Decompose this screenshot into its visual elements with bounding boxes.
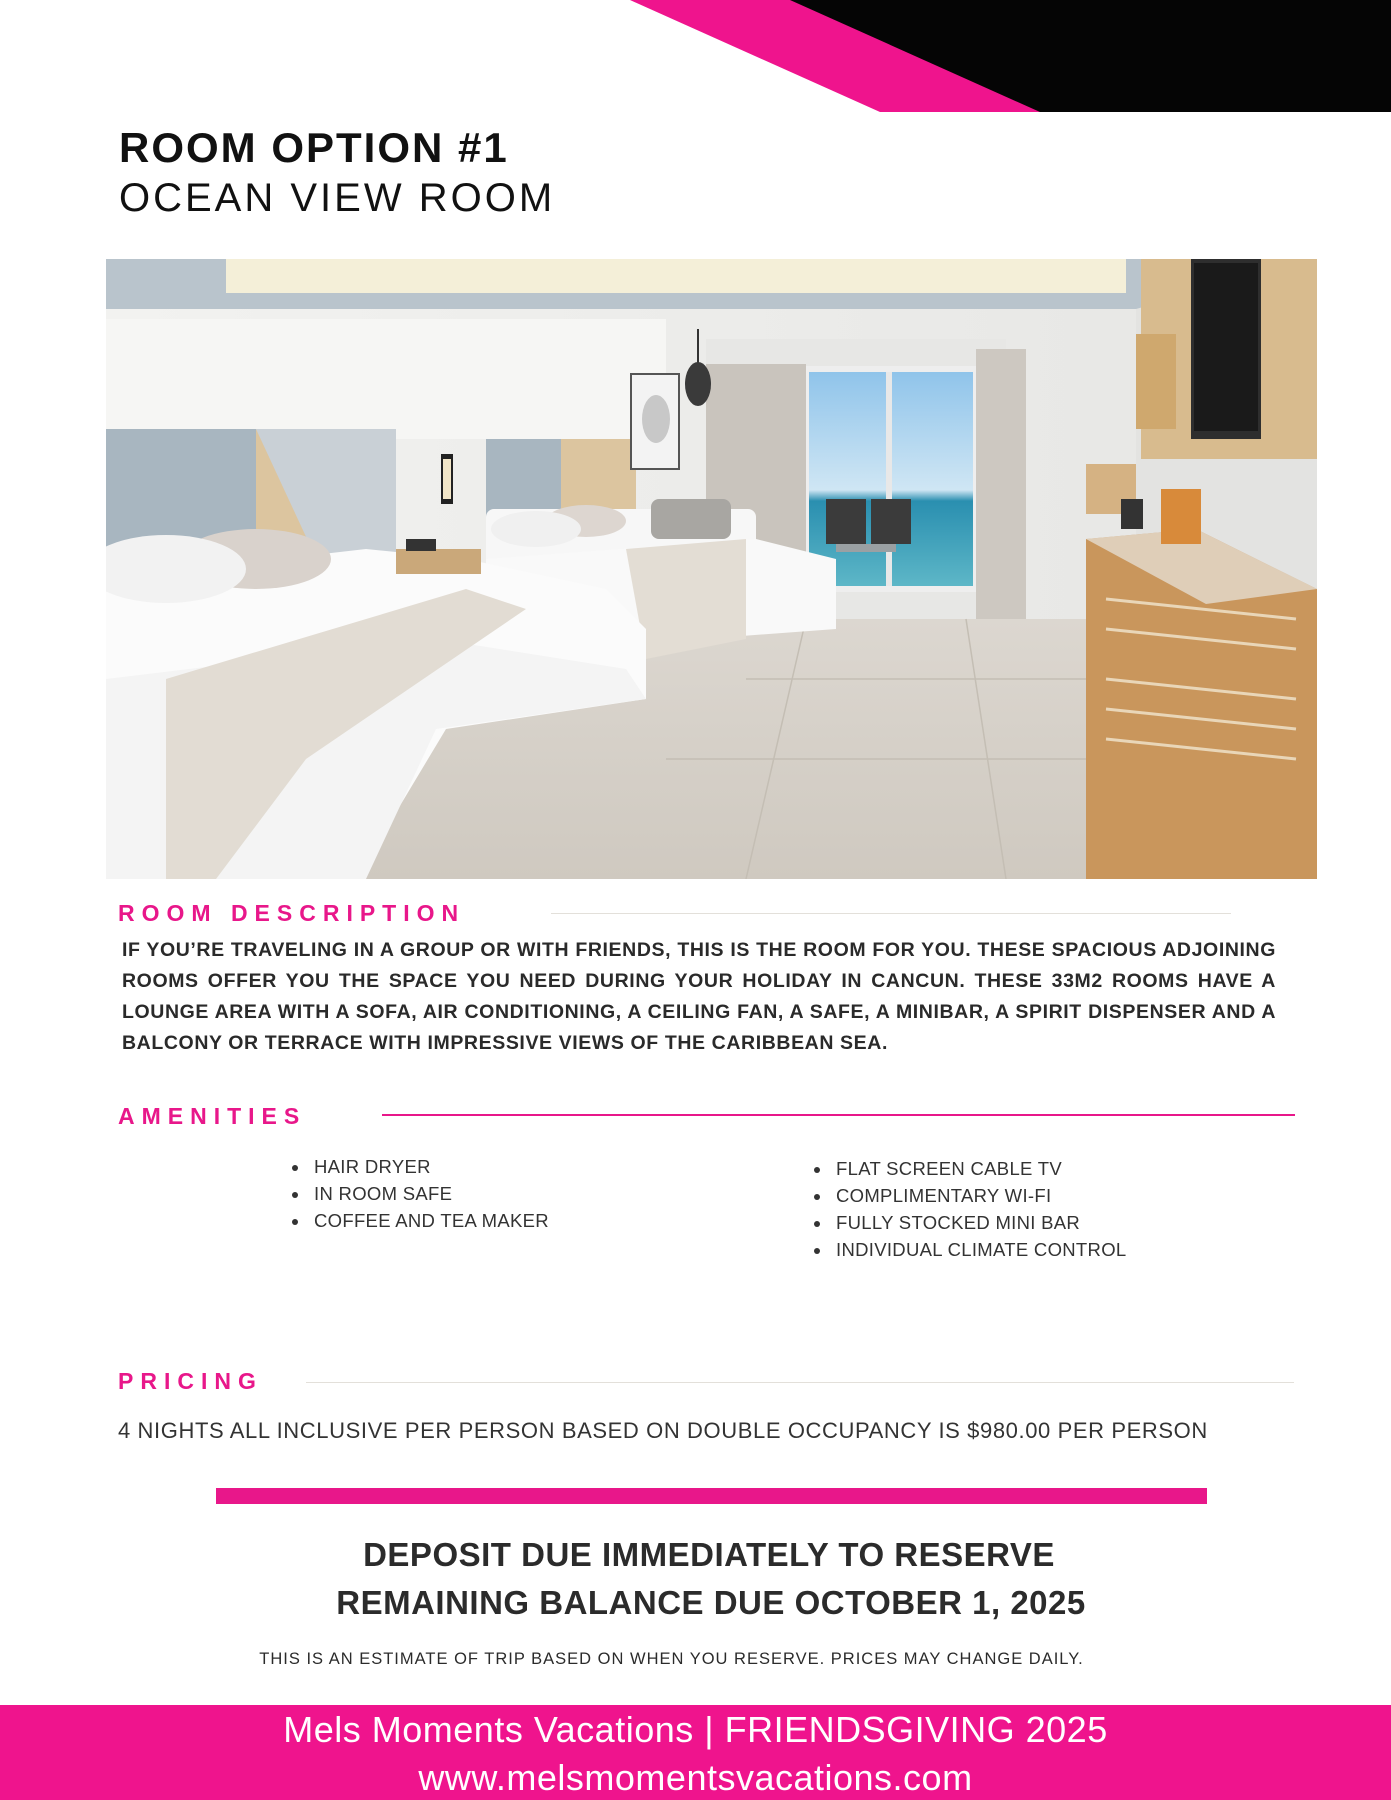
room-description-text: IF YOU’RE TRAVELING IN A GROUP OR WITH FRIENDS, THIS IS THE ROOM FOR YOU. THESE SPACIOUS ADJOINING ROOMS OFFER YOU THE SPACE YOU NEED DURING YOUR HOLIDAY IN CANCUN. THESE 33M2 ROOMS HAVE A LOUNGE AREA WITH A SOFA, AIR CONDITIONING, A CEILING FAN, A SAFE, A MINIBAR, A SPIRIT DISPENSER AND A BALCONY OR TERRACE WITH IMPRESSIVE VIEWS OF THE CARIBBEAN SEA. [122,939,1276,1054]
list-item: • COFFEE AND TEA MAKER [310,1207,549,1234]
amenities-list-left [286,1153,549,1234]
footer-brand: Mels Moments Vacations | FRIENDSGIVING 2025 [283,1709,1108,1750]
room-photo [106,259,1317,879]
pricing-text: 4 NIGHTS ALL INCLUSIVE PER PERSON BASED ON DOUBLE OCCUPANCY IS $980.00 PER PERSON [118,1418,1208,1443]
list-item: • IN ROOM SAFE [310,1180,549,1207]
amenities-list-right [808,1155,1126,1263]
disclaimer-text: THIS IS AN ESTIMATE OF TRIP BASED ON WHEN YOU RESERVE. PRICES MAY CHANGE DAILY. [259,1650,1084,1668]
list-item: • HAIR DRYER [310,1153,549,1180]
list-item: • INDIVIDUAL CLIMATE CONTROL [832,1236,1126,1263]
footer-website[interactable]: www.melsmomentsvacations.com [418,1757,973,1798]
deposit-line: DEPOSIT DUE IMMEDIATELY TO RESERVE [363,1536,1055,1573]
balance-due-line: REMAINING BALANCE DUE OCTOBER 1, 2025 [336,1584,1086,1621]
list-item: • FLAT SCREEN CABLE TV [832,1155,1126,1182]
pricing-heading: PRICING [118,1368,263,1394]
list-item: • FULLY STOCKED MINI BAR [832,1209,1126,1236]
amenities-heading: AMENITIES [118,1103,307,1129]
list-item: • COMPLIMENTARY WI-FI [832,1182,1126,1209]
amenities-divider [382,1114,1295,1116]
page-subtitle: OCEAN VIEW ROOM [119,176,556,220]
pink-divider-bar [216,1488,1207,1504]
description-divider [551,913,1231,914]
corner-decoration [0,0,1391,112]
pricing-divider [306,1382,1294,1383]
room-description-heading: ROOM DESCRIPTION [118,900,466,926]
footer-banner [0,1705,1391,1800]
page-title: ROOM OPTION #1 [119,124,509,171]
